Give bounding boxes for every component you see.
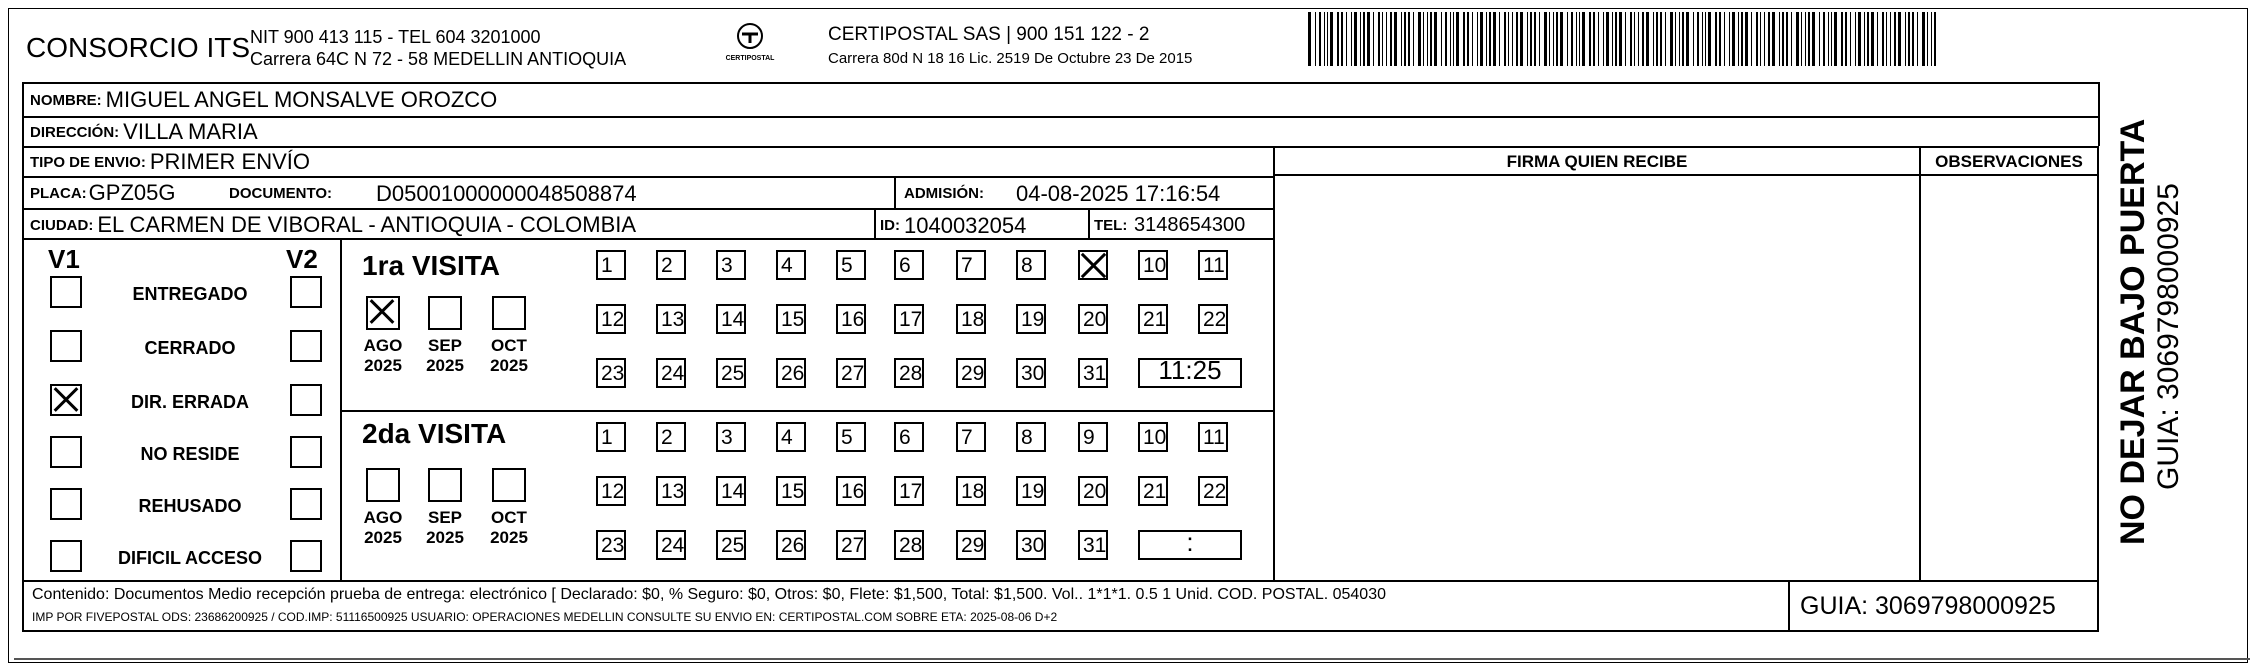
barcode-bar xyxy=(1612,12,1613,66)
admision-label: ADMISIÓN: xyxy=(904,185,984,202)
barcode-bar xyxy=(1908,12,1910,66)
barcode-bar xyxy=(1453,12,1454,66)
barcode-bar xyxy=(1697,12,1699,66)
id-value: 1040032054 xyxy=(904,213,1027,238)
status-label: NO RESIDE xyxy=(140,444,240,464)
barcode-bar xyxy=(1386,12,1387,66)
v1-checkbox[interactable] xyxy=(50,436,82,468)
company-address: Carrera 64C N 72 - 58 MEDELLIN ANTIOQUIA xyxy=(250,49,627,69)
direccion-label: DIRECCIÓN: xyxy=(30,123,120,141)
placa-label: PLACA: xyxy=(30,184,87,202)
day-box[interactable]: 31 xyxy=(1078,358,1108,388)
documento-label: DOCUMENTO: xyxy=(229,185,333,202)
barcode-bar xyxy=(1705,12,1706,66)
day-box[interactable]: 5 xyxy=(836,422,866,452)
barcode-bar xyxy=(1882,12,1884,66)
barcode-bar xyxy=(1530,12,1532,66)
company-name: CONSORCIO ITS xyxy=(26,32,251,63)
barcode-bar xyxy=(1760,12,1761,66)
direccion-value: VILLA MARIA xyxy=(123,119,258,144)
id-divider xyxy=(874,210,876,240)
barcode-bar xyxy=(1319,12,1321,66)
barcode-bar xyxy=(1625,12,1626,66)
visit-column-divider xyxy=(342,410,1273,412)
day-box[interactable]: 15 xyxy=(776,304,806,334)
barcode-bar xyxy=(1408,12,1410,66)
barcode-bar xyxy=(1567,12,1568,66)
barcode-bar xyxy=(1756,12,1758,66)
barcode-bar xyxy=(1434,12,1437,66)
footer-imp: IMP POR FIVEPOSTAL ODS: 23686200925 / COD.IMP: 51116500925 USUARIO: OPERACIONES MEDELLIN CONSULTE SU ENVIO EN: CERTIPOSTAL.COM SOBRE ETA: 2025-08-06 D+2 xyxy=(32,610,1058,624)
barcode-bar xyxy=(1360,12,1361,66)
v1-header: V1 xyxy=(48,244,80,274)
barcode-bar xyxy=(1805,12,1806,66)
barcode-bar xyxy=(1679,12,1680,66)
day-box[interactable]: 17 xyxy=(894,476,924,506)
barcode-bar xyxy=(1828,12,1829,66)
id-label: ID: xyxy=(880,217,900,234)
day-box[interactable]: 27 xyxy=(836,358,866,388)
barcode-bar xyxy=(1732,12,1735,66)
day-box[interactable]: 30 xyxy=(1016,530,1046,560)
barcode-bar xyxy=(1504,12,1506,66)
barcode-bar xyxy=(1871,12,1874,66)
barcode-bar xyxy=(1864,12,1865,66)
day-box[interactable]: 2 xyxy=(656,422,686,452)
barcode-bar xyxy=(1702,12,1703,66)
day-box[interactable]: 9 xyxy=(1078,422,1108,452)
v1-checkbox[interactable] xyxy=(50,276,82,308)
barcode-bar xyxy=(1382,12,1383,66)
day-box[interactable]: 7 xyxy=(956,422,986,452)
row-ciudad xyxy=(22,208,1275,240)
barcode-bar xyxy=(1912,12,1914,66)
tel-divider xyxy=(1088,210,1090,240)
barcode-bar xyxy=(1560,12,1563,66)
barcode-bar xyxy=(1630,12,1632,66)
barcode-bar xyxy=(1656,12,1658,66)
day-box[interactable]: 29 xyxy=(956,530,986,560)
barcode-bar xyxy=(1512,12,1513,66)
observaciones-label: OBSERVACIONES xyxy=(1935,152,2083,171)
day-box[interactable]: 1 xyxy=(596,422,626,452)
barcode-bar xyxy=(1786,12,1788,66)
barcode-bar xyxy=(1858,12,1861,66)
day-box[interactable]: 31 xyxy=(1078,530,1108,560)
barcode-bar xyxy=(1544,12,1547,66)
month-checkbox[interactable] xyxy=(428,468,462,502)
barcode-bar xyxy=(1308,12,1311,66)
barcode-bar xyxy=(1834,12,1837,66)
barcode-bar xyxy=(1430,12,1432,66)
footer-guia-divider xyxy=(1788,582,1790,630)
barcode-bar xyxy=(1693,12,1694,66)
barcode-bar xyxy=(1556,12,1558,66)
day-box[interactable]: 22 xyxy=(1198,476,1228,506)
v1-checkbox[interactable] xyxy=(50,330,82,362)
barcode-bar xyxy=(1418,12,1421,66)
nombre-label: NOMBRE: xyxy=(30,91,102,109)
day-box[interactable]: 6 xyxy=(894,250,924,280)
barcode-bar xyxy=(1715,12,1717,66)
firma-label: FIRMA QUIEN RECIBE xyxy=(1506,152,1688,171)
month-checkbox[interactable] xyxy=(428,296,462,330)
day-box[interactable]: 4 xyxy=(776,422,806,452)
day-box[interactable]: 15 xyxy=(776,476,806,506)
barcode-bar xyxy=(1378,12,1380,66)
day-box[interactable]: 28 xyxy=(894,358,924,388)
barcode-bar xyxy=(1603,12,1604,66)
barcode-bar xyxy=(1745,12,1748,66)
v1-checkbox[interactable] xyxy=(50,488,82,520)
observaciones-box xyxy=(1919,146,2099,582)
barcode-bar xyxy=(1634,12,1635,66)
day-box[interactable]: 25 xyxy=(716,530,746,560)
barcode-bar xyxy=(1480,12,1483,66)
barcode-bar xyxy=(1741,12,1743,66)
barcode-bar xyxy=(1867,12,1869,66)
barcode-bar xyxy=(1427,12,1428,66)
day-box[interactable]: 26 xyxy=(776,530,806,560)
year-label: 2025 xyxy=(490,356,528,375)
barcode-bar xyxy=(1593,12,1595,66)
barcode-bar xyxy=(1772,12,1775,66)
day-box[interactable]: 3 xyxy=(716,422,746,452)
barcode-bar xyxy=(1724,12,1725,66)
day-box[interactable]: 19 xyxy=(1016,304,1046,334)
day-box[interactable]: 27 xyxy=(836,530,866,560)
day-box[interactable]: 14 xyxy=(716,476,746,506)
month-checkbox[interactable] xyxy=(492,468,526,502)
barcode-bar xyxy=(1686,12,1689,66)
barcode-bar xyxy=(1819,12,1820,66)
barcode-bar xyxy=(1441,12,1442,66)
barcode-bar xyxy=(1315,12,1316,66)
status-label: CERRADO xyxy=(144,338,236,358)
certipostal-logo xyxy=(720,22,780,68)
barcode-bar xyxy=(1330,12,1333,66)
barcode-bar xyxy=(1855,12,1856,66)
day-box[interactable]: 20 xyxy=(1078,304,1108,334)
status-label: DIFICIL ACCESO xyxy=(117,548,262,568)
barcode-bar xyxy=(1927,12,1928,66)
nombre-value: MIGUEL ANGEL MONSALVE OROZCO xyxy=(105,87,498,112)
day-box[interactable]: 7 xyxy=(956,250,986,280)
barcode-bar xyxy=(1499,12,1500,66)
barcode-bar xyxy=(1423,12,1424,66)
month-label: AGO xyxy=(363,336,403,355)
barcode-bar xyxy=(1719,12,1721,66)
month-checkbox[interactable] xyxy=(366,468,400,502)
day-box[interactable]: 17 xyxy=(894,304,924,334)
barcode-bar xyxy=(1665,12,1666,66)
v2-checkbox[interactable] xyxy=(290,436,322,468)
year-label: 2025 xyxy=(426,528,464,547)
footer-contenido: Contenido: Documentos Medio recepción prueba de entrega: electrónico [ Declarado: $0, % Seguro: $0, Otros: $0, Flete: $1,500, Total: $1,500. Vol.. 1*1*1. 0.5 1 Unid. COD. POSTAL. 054030 xyxy=(32,586,1386,603)
tel-value: 3148654300 xyxy=(1134,214,1246,236)
barcode-bar xyxy=(1917,12,1918,66)
day-box[interactable]: 28 xyxy=(894,530,924,560)
day-box[interactable]: 4 xyxy=(776,250,806,280)
v2-checkbox[interactable] xyxy=(290,330,322,362)
footer-guia: GUIA: 3069798000925 xyxy=(1800,592,2056,620)
barcode-bar xyxy=(1553,12,1554,66)
barcode-bar xyxy=(1534,12,1536,66)
barcode-bar xyxy=(1729,12,1730,66)
row-tipo xyxy=(22,146,1275,176)
barcode-bar xyxy=(1520,12,1523,66)
carrier-address: Carrera 80d N 18 16 Lic. 2519 De Octubre 23 De 2015 xyxy=(828,50,1193,67)
barcode-bar xyxy=(1363,12,1365,66)
day-box[interactable]: 11 xyxy=(1198,250,1228,280)
day-box[interactable]: 11 xyxy=(1198,422,1228,452)
day-box[interactable]: 16 xyxy=(836,476,866,506)
barcode-bar xyxy=(1571,12,1573,66)
barcode-bar xyxy=(1615,12,1617,66)
day-box[interactable]: 1 xyxy=(596,250,626,280)
barcode-bar xyxy=(1354,12,1357,66)
year-label: 2025 xyxy=(364,528,402,547)
barcode-bar xyxy=(1782,12,1784,66)
barcode-bar xyxy=(1477,12,1478,66)
time-box[interactable]: 11:25 xyxy=(1138,358,1242,388)
day-box[interactable]: 23 xyxy=(596,358,626,388)
row-placa xyxy=(22,176,1275,208)
barcode-bar xyxy=(1404,12,1406,66)
row-direccion xyxy=(22,116,2100,146)
visit2-title: 2da VISITA xyxy=(362,418,507,449)
barcode-bar xyxy=(1796,12,1799,66)
barcode-bar xyxy=(1445,12,1447,66)
day-box[interactable]: 23 xyxy=(596,530,626,560)
outer-frame-bottom xyxy=(14,658,2250,660)
barcode-bar xyxy=(1751,12,1752,66)
month-label: SEP xyxy=(427,336,463,355)
tipo-value: PRIMER ENVÍO xyxy=(149,149,310,174)
barcode-bar xyxy=(1931,12,1932,66)
year-label: 2025 xyxy=(490,528,528,547)
barcode-bar xyxy=(1768,12,1770,66)
barcode-bar xyxy=(1801,12,1802,66)
barcode-bar xyxy=(1337,12,1339,66)
tel-label: TEL: xyxy=(1094,217,1128,234)
day-box[interactable]: 10 xyxy=(1138,250,1168,280)
day-box[interactable]: 24 xyxy=(656,358,686,388)
barcode-bar xyxy=(1823,12,1825,66)
day-box[interactable]: 29 xyxy=(956,358,986,388)
barcode-bar xyxy=(1472,12,1473,66)
barcode-bar xyxy=(1905,12,1906,66)
month-label: SEP xyxy=(427,508,463,527)
barcode-bar xyxy=(1327,12,1328,66)
day-box[interactable]: 24 xyxy=(656,530,686,560)
barcode-bar xyxy=(1894,12,1896,66)
v2-header: V2 xyxy=(286,244,318,274)
admision-divider xyxy=(894,178,896,208)
barcode-bar xyxy=(1598,12,1599,66)
barcode-bar xyxy=(1489,12,1491,66)
barcode-bar xyxy=(1850,12,1851,66)
day-box[interactable]: 19 xyxy=(1016,476,1046,506)
barcode-bar xyxy=(1898,12,1901,66)
v1-checkbox[interactable] xyxy=(50,384,82,416)
day-box[interactable]: 2 xyxy=(656,250,686,280)
barcode-bar xyxy=(1413,12,1414,66)
carrier-info: CERTIPOSTAL SAS | 900 151 122 - 2 xyxy=(828,24,1150,45)
barcode-bar xyxy=(1670,12,1673,66)
barcode-bar xyxy=(1467,12,1469,66)
day-box[interactable]: 20 xyxy=(1078,476,1108,506)
documento-value: D05001000000048508874 xyxy=(376,181,637,206)
barcode-bar xyxy=(1886,12,1887,66)
day-box[interactable]: 18 xyxy=(956,304,986,334)
month-label: AGO xyxy=(363,508,403,527)
day-box[interactable]: 5 xyxy=(836,250,866,280)
status-label: DIR. ERRADA xyxy=(130,392,249,412)
firma-box xyxy=(1273,146,1921,582)
barcode-bar xyxy=(1812,12,1815,66)
barcode-bar xyxy=(1934,12,1936,66)
barcode-bar xyxy=(1791,12,1792,66)
barcode-bar xyxy=(1619,12,1622,66)
barcode-bar xyxy=(1486,12,1487,66)
year-label: 2025 xyxy=(426,356,464,375)
barcode-bar xyxy=(1922,12,1925,66)
barcode-bar xyxy=(1539,12,1540,66)
v2-checkbox[interactable] xyxy=(290,384,322,416)
day-box[interactable]: 22 xyxy=(1198,304,1228,334)
day-box[interactable]: 13 xyxy=(656,476,686,506)
barcode-bar xyxy=(1738,12,1739,66)
barcode-bar xyxy=(1779,12,1780,66)
barcode-bar xyxy=(1831,12,1832,66)
day-box[interactable]: 26 xyxy=(776,358,806,388)
ciudad-label: CIUDAD: xyxy=(30,216,94,234)
day-box[interactable]: 14 xyxy=(716,304,746,334)
barcode-bar xyxy=(1367,12,1370,66)
barcode-bar xyxy=(1646,12,1649,66)
barcode-bar xyxy=(1390,12,1392,66)
day-box[interactable]: 21 xyxy=(1138,304,1168,334)
barcode-bar xyxy=(1351,12,1352,66)
barcode-bar xyxy=(1341,12,1343,66)
day-box[interactable]: 8 xyxy=(1016,250,1046,280)
status-label: ENTREGADO xyxy=(132,284,248,304)
barcode-bar xyxy=(1708,12,1711,66)
admision-value: 04-08-2025 17:16:54 xyxy=(1016,181,1221,206)
barcode-bar xyxy=(1764,12,1765,66)
barcode-bar xyxy=(1589,12,1591,66)
month-checkbox[interactable] xyxy=(492,296,526,330)
visit1-title: 1ra VISITA xyxy=(362,250,500,281)
day-box[interactable]: 3 xyxy=(716,250,746,280)
barcode-bar xyxy=(1401,12,1402,66)
logo-text: CERTIPOSTAL xyxy=(725,55,775,62)
barcode-bar xyxy=(1682,12,1684,66)
day-box[interactable]: 10 xyxy=(1138,422,1168,452)
row-nombre xyxy=(22,82,2100,116)
v2-checkbox[interactable] xyxy=(290,276,322,308)
barcode-bar xyxy=(1493,12,1496,66)
day-box[interactable]: 25 xyxy=(716,358,746,388)
day-box[interactable] xyxy=(1078,250,1108,280)
v2-checkbox[interactable] xyxy=(290,540,322,572)
barcode-bar xyxy=(1808,12,1810,66)
barcode-bar xyxy=(1877,12,1878,66)
ciudad-value: EL CARMEN DE VIBORAL - ANTIOQUIA - COLOMBIA xyxy=(97,212,637,237)
barcode-bar xyxy=(1373,12,1374,66)
barcode-bar xyxy=(1394,12,1397,66)
barcode-bar xyxy=(1841,12,1843,66)
month-label: OCT xyxy=(491,336,527,355)
month-checkbox[interactable] xyxy=(366,296,400,330)
barcode-bar xyxy=(1346,12,1347,66)
barcode-bar xyxy=(1845,12,1847,66)
v2-checkbox[interactable] xyxy=(290,488,322,520)
barcode-bar xyxy=(1456,12,1459,66)
placa-value: GPZ05G xyxy=(88,180,176,205)
side-guia: GUIA: 3069798000925 xyxy=(2152,183,2185,490)
barcode-bar xyxy=(1516,12,1518,66)
day-box[interactable]: 13 xyxy=(656,304,686,334)
barcode-bar xyxy=(1660,12,1662,66)
day-box[interactable]: 30 xyxy=(1016,358,1046,388)
barcode-bar xyxy=(1450,12,1451,66)
month-label: OCT xyxy=(491,508,527,527)
barcode-bar xyxy=(1642,12,1644,66)
day-box[interactable]: 16 xyxy=(836,304,866,334)
time-box[interactable]: : xyxy=(1138,530,1242,560)
barcode xyxy=(1308,12,1940,66)
barcode-bar xyxy=(1576,12,1577,66)
day-box[interactable]: 8 xyxy=(1016,422,1046,452)
day-box[interactable]: 21 xyxy=(1138,476,1168,506)
barcode-bar xyxy=(1582,12,1585,66)
barcode-bar xyxy=(1638,12,1639,66)
tipo-label: TIPO DE ENVIO: xyxy=(30,153,146,171)
barcode-bar xyxy=(1527,12,1528,66)
barcode-bar xyxy=(1508,12,1509,66)
barcode-bar xyxy=(1675,12,1676,66)
day-box[interactable]: 12 xyxy=(596,304,626,334)
year-label: 2025 xyxy=(364,356,402,375)
day-box[interactable]: 18 xyxy=(956,476,986,506)
barcode-bar xyxy=(1324,12,1325,66)
barcode-bar xyxy=(1890,12,1891,66)
barcode-bar xyxy=(1653,12,1654,66)
day-box[interactable]: 6 xyxy=(894,422,924,452)
barcode-bar xyxy=(1549,12,1550,66)
status-label: REHUSADO xyxy=(138,496,242,516)
side-no-dejar: NO DEJAR BAJO PUERTA xyxy=(2114,118,2152,545)
v1-checkbox[interactable] xyxy=(50,540,82,572)
company-nit: NIT 900 413 115 - TEL 604 3201000 xyxy=(250,27,541,47)
barcode-bar xyxy=(1463,12,1465,66)
barcode-bar xyxy=(1579,12,1580,66)
day-box[interactable]: 12 xyxy=(596,476,626,506)
barcode-bar xyxy=(1606,12,1609,66)
